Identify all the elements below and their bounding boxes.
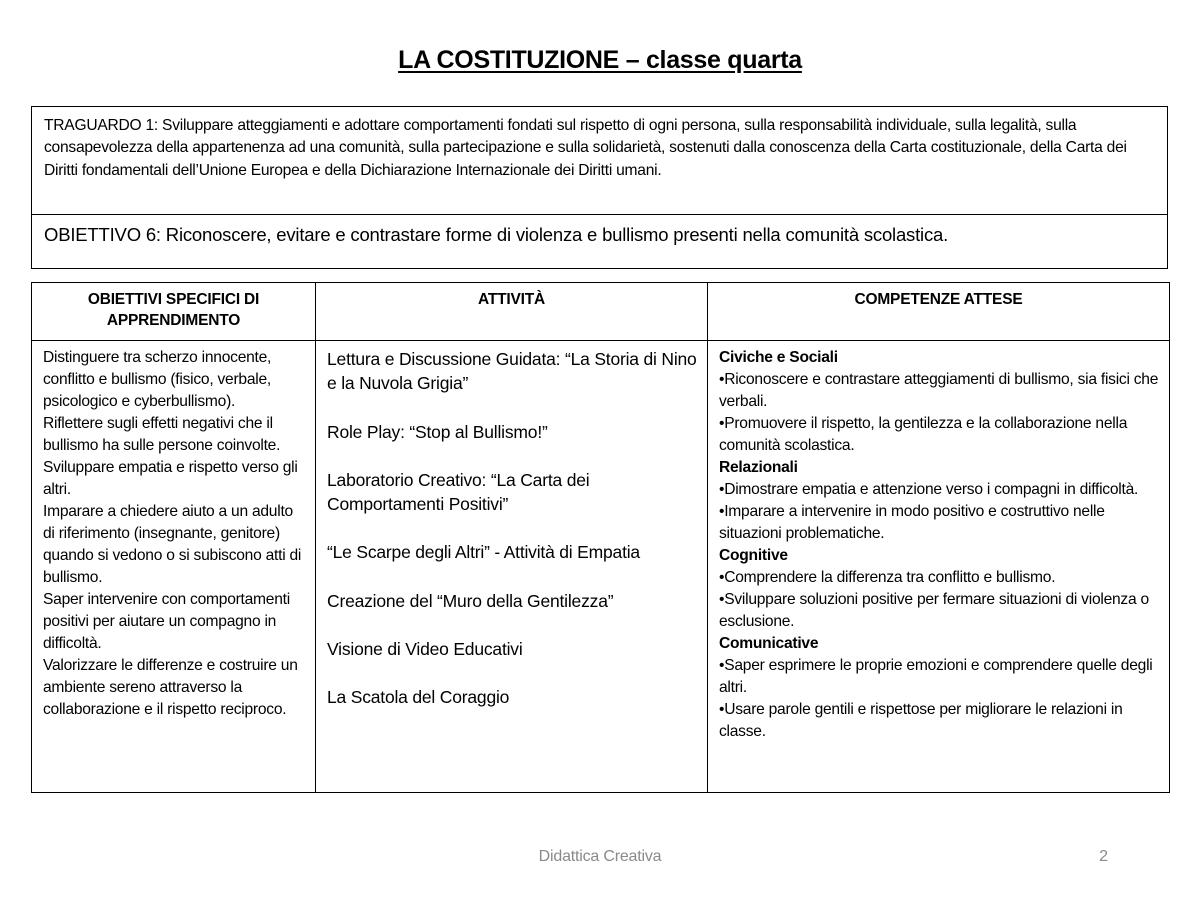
attivita-cell <box>316 341 708 793</box>
activity-item: Laboratorio Creativo: “La Carta dei Comportamenti Positivi” <box>327 469 590 515</box>
competence-item: •Promuovere il rispetto, la gentilezza e la collaborazione nella comunità scolastica. <box>719 415 1128 454</box>
obiettivo-item: Imparare a chiedere aiuto a un adulto di riferimento (insegnante, genitore) quando si vedono o si subiscono atti di bullismo. <box>43 503 302 586</box>
table-row <box>32 341 1170 793</box>
obiettivo-item: Valorizzare le differenze e costruire un ambiente sereno attraverso la collaborazione e il rispetto reciproco. <box>43 657 298 718</box>
competence-category: Relazionali <box>719 459 798 476</box>
footer-text: Didattica Creativa <box>538 848 662 865</box>
competence-item: •Riconoscere e contrastare atteggiamenti di bullismo, sia fisici che verbali. <box>719 371 1159 410</box>
activity-item: La Scatola del Coraggio <box>327 687 510 708</box>
competence-item: •Imparare a intervenire in modo positivo e costruttivo nelle situazioni problematiche. <box>719 503 1105 542</box>
competenze-cell <box>708 341 1170 793</box>
competence-category: Civiche e Sociali <box>719 349 838 366</box>
obiettivo-item: Riflettere sugli effetti negativi che il bullismo ha sulle persone coinvolte. <box>43 415 281 454</box>
page-number: 2 <box>1099 848 1108 865</box>
activity-item: Lettura e Discussione Guidata: “La Storia di Nino e la Nuvola Grigia” <box>327 349 697 394</box>
table-header-row <box>32 283 1170 341</box>
activity-item: Visione di Video Educativi <box>327 639 523 660</box>
header-attivita: ATTIVITÀ <box>316 283 708 341</box>
goal-box <box>31 106 1168 269</box>
activity-item: Role Play: “Stop al Bullismo!” <box>327 421 548 442</box>
obiettivo-item: Distinguere tra scherzo innocente, conflitto e bullismo (fisico, verbale, psicologico e cyberbullismo). <box>43 349 272 410</box>
activity-item: Creazione del “Muro della Gentilezza” <box>327 590 614 611</box>
competence-item: •Dimostrare empatia e attenzione verso i compagni in difficoltà. <box>719 481 1139 498</box>
obiettivo-item: Sviluppare empatia e rispetto verso gli altri. <box>43 459 298 498</box>
obiettivo-item: Saper intervenire con comportamenti positivi per aiutare un compagno in difficoltà. <box>43 591 290 652</box>
obiettivi-specifici-cell <box>32 341 316 793</box>
competence-item: •Comprendere la differenza tra conflitto e bullismo. <box>719 569 1056 586</box>
header-competenze-attese: COMPETENZE ATTESE <box>708 283 1170 341</box>
curriculum-table <box>31 282 1170 793</box>
competence-category: Comunicative <box>719 635 819 652</box>
obiettivo-text: OBIETTIVO 6: Riconoscere, evitare e contrastare forme di violenza e bullismo presenti nella comunità scolastica. <box>44 224 949 245</box>
competence-category: Cognitive <box>719 547 788 564</box>
traguardo-text: TRAGUARDO 1: Sviluppare atteggiamenti e adottare comportamenti fondati sul rispetto di ogni persona, sulla responsabilità individuale, sulla legalità, sulla consapevolezza della appartenenza ad una comunità, sulla partecipazione e sulla solidarietà, sostenuti dalla conoscenza della Carta costituzionale, della Carta dei Diritti fondamentali dell’Unione Europea e della Dichiarazione Internazionale dei Diritti umani. <box>32 107 1167 215</box>
page-title: LA COSTITUZIONE – classe quarta <box>398 46 802 74</box>
competence-item: •Sviluppare soluzioni positive per fermare situazioni di violenza o esclusione. <box>719 591 1149 630</box>
activity-item: “Le Scarpe degli Altri” - Attività di Empatia <box>327 542 640 563</box>
header-obiettivi-specifici: OBIETTIVI SPECIFICI DI APPRENDIMENTO <box>32 283 316 341</box>
competence-item: •Saper esprimere le proprie emozioni e comprendere quelle degli altri. <box>719 657 1153 696</box>
competence-item: •Usare parole gentili e rispettose per migliorare le relazioni in classe. <box>719 701 1123 740</box>
